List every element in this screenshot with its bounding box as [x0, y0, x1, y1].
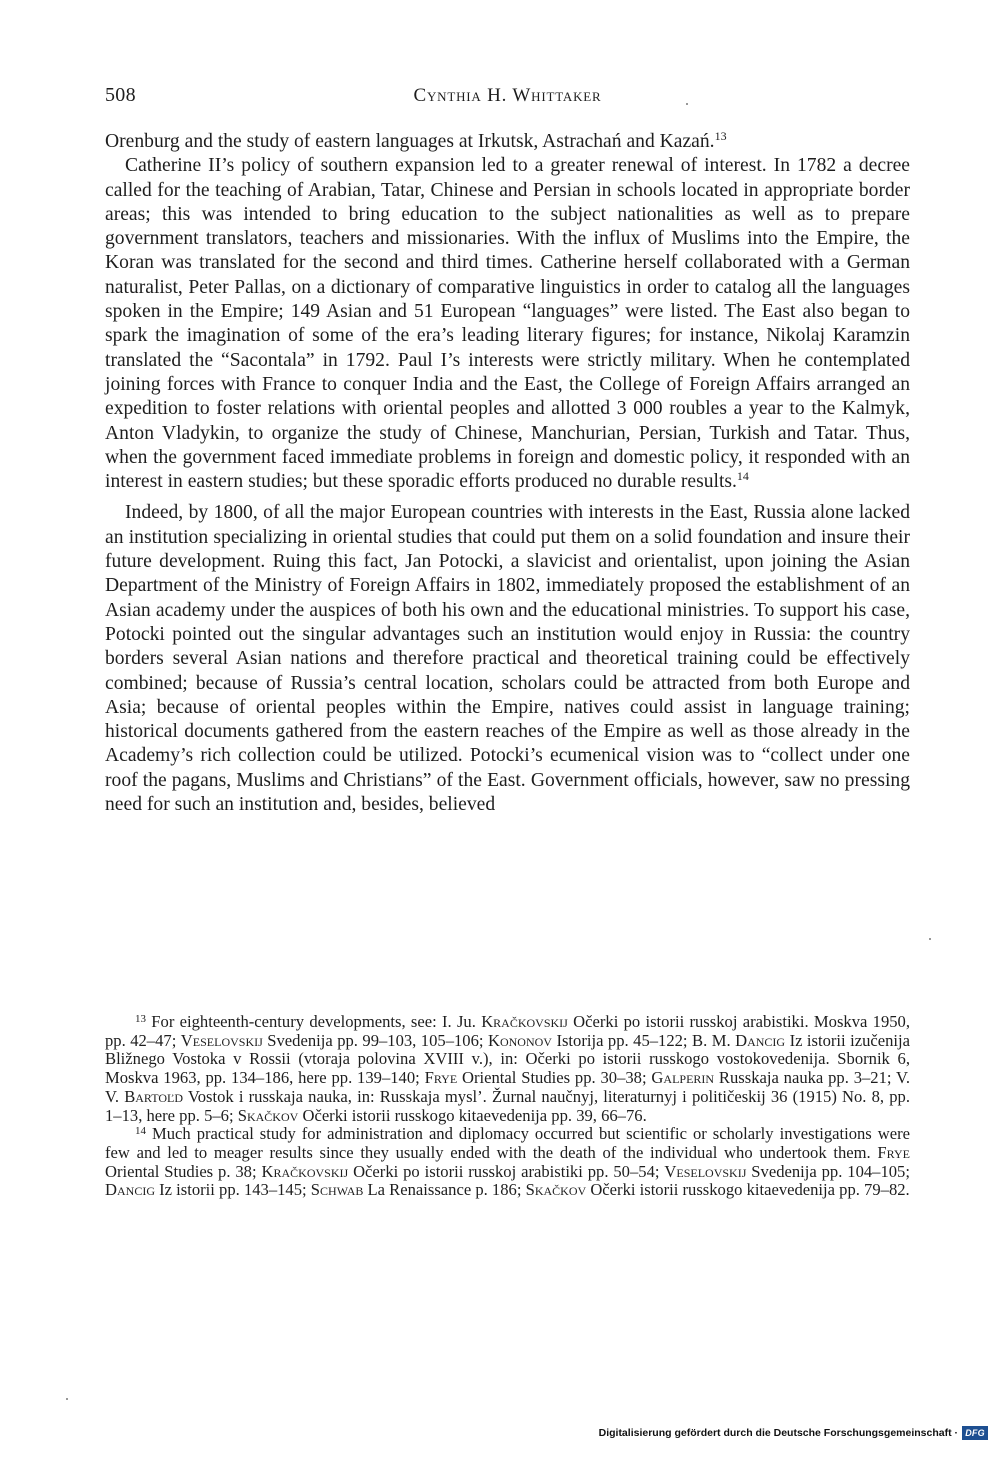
- footnote-text: Očerki po istorii russkoj arabistiki. Moskva 1950, pp. 42–47;: [105, 1012, 910, 1050]
- footnote-text: Svedenija pp. 104–105;: [751, 1161, 910, 1181]
- footnote-text: Istorija pp. 45–122; B. M.: [556, 1030, 731, 1050]
- footnote-text: Russkaja nauka pp. 3–21; V. V.: [105, 1068, 911, 1106]
- footnote-text: Očerki po istorii russkoj arabistiki pp. 50–54;: [353, 1161, 660, 1181]
- paragraph-3-text: Indeed, by 1800, of all the major European countries with interests in the East, Russia alone lacked an institution specializing in oriental studies that could put them on a solid foundation and insure their future development. Ruing this fact, Jan Potocki, a slavicist and orientalist, upon joining the Asian Department of the Ministry of Foreign Affairs in 1802, immediately proposed the establishment of an Asian academy under the auspices of both his own and the educational ministries. To support his case, Potocki pointed out the singular advantages such an institution would enjoy in Russia: the country borders several Asian nations and therefore practical and theoretical training could be effectively combined; because of Russia’s central location, scholars could be attracted from both Europe and Asia; because of oriental peoples within the Empire, natives could assist in language training; historical documents gathered from the eastern reaches of the Empire as well as those already in the Academy’s rich collection could be utilized. Potocki’s ecumenical vision was to “collect under one roof the pagans, Muslims and Christians” of the East. Government officials, however, saw no pressing need for such an institution and, besides, believed: [105, 502, 910, 816]
- footnote-author: Dancig: [735, 1030, 786, 1050]
- footnote-13-number: 13: [135, 1013, 146, 1025]
- paragraph-1-text: Orenburg and the study of eastern languages at Irkutsk, Astrachań and Kazań.: [105, 131, 715, 152]
- footnote-text: Svedenija pp. 99–103, 105–106;: [267, 1030, 484, 1050]
- paragraph-1: [105, 130, 910, 154]
- digitization-credit: [599, 1425, 988, 1441]
- footnote-ref-14[interactable]: 14: [736, 469, 749, 484]
- footnote-text: Očerki istorii russkogo kitaevedenija pp. 39, 66–76.: [302, 1105, 647, 1125]
- footnote-13: [105, 1013, 910, 1125]
- footnote-text: Vostok i russkaja nauka, in: Russkaja mysl’. Žurnal naučnyj, literaturnyj i političeskij 36 (1915) No. 8, pp. 1–13, here pp. 5–6;: [105, 1086, 910, 1125]
- footnote-author: Dancig: [105, 1180, 155, 1200]
- footnote-author: Veselovskij: [180, 1030, 263, 1050]
- page-number: 508: [105, 84, 136, 106]
- footnote-ref-13[interactable]: 13: [714, 129, 727, 143]
- running-head: [105, 84, 910, 114]
- footnote-author: Schwab: [310, 1180, 364, 1200]
- footnote-author: Frye: [877, 1142, 910, 1162]
- paragraph-2-text-a: Catherine II’s policy of southern expansion led to a greater renewal of interest. In 1782 a decree called for the teaching of Arabian, Tatar, Chinese and Persian in schools located in appropriate border areas; this was intended to bring education to the subject nationalities as well as to prepare government translators, teachers and missionaries. With the influx of Muslims into the Empire, the Koran was translated for the second and third times. Catherine herself collaborated with a German naturalist, Peter Pallas, on a dictionary of comparative linguistics in order to catalog all the languages spoken in the Empire; 149 Asian and 51 European “languages” were listed. The East also began to spark the imagination of some of the era’s leading literary figures; for instance, Nikolaj Karamzin translated the “Sacontala” in 1792.: [105, 155, 910, 371]
- footnote-text: For eighteenth-century developments, see: I. Ju.: [151, 1012, 476, 1031]
- footnote-author: Skačkov: [237, 1105, 299, 1125]
- digitization-credit-text: Digitalisierung gefördert durch die Deutsche Forschungsgemeinschaft ·: [598, 1427, 958, 1439]
- footnote-text: Oriental Studies pp. 30–38;: [462, 1068, 647, 1088]
- footnote-text: Much practical study for administration and diplomacy occurred but scientific or scholarly investigations were few and led to meager results since they usually ended with the death of the individual who undertook them.: [105, 1124, 910, 1162]
- paragraph-2: [105, 154, 910, 494]
- footnotes: [105, 1013, 910, 1200]
- footnote-author: Frye: [424, 1068, 458, 1088]
- body-text: [105, 130, 910, 817]
- footnote-author: Veselovskij: [664, 1161, 747, 1181]
- footnote-text: Očerki istorii russkogo kitaevedenija pp. 79–82.: [590, 1180, 910, 1200]
- dfg-logo: DFG: [962, 1426, 988, 1440]
- footnote-text: Iz istorii pp. 143–145;: [159, 1180, 307, 1200]
- footnote-author: Kračkovskij: [261, 1161, 349, 1181]
- footnote-text: La Renaissance p. 186;: [367, 1180, 522, 1200]
- scan-speck: [929, 938, 931, 940]
- footnote-author: Skačkov: [525, 1180, 587, 1200]
- footnote-14: [105, 1125, 910, 1200]
- footnote-author: Bartoľd: [124, 1086, 183, 1106]
- footnote-text: Iz istorii izučenija Bližnego Vostoka v Rossii (vtoraja polovina XVIII v.), in: Očerki po istorii russkogo vostokovedenija. Sbornik 6, Moskva 1963, pp. 134–186, here pp. 139–140;: [105, 1030, 911, 1088]
- footnote-author: Galperin: [651, 1068, 715, 1088]
- footnote-author: Kračkovskij: [481, 1012, 568, 1031]
- scan-speck: [66, 1398, 68, 1400]
- running-title: Cynthia H. Whittaker: [413, 85, 602, 106]
- footnote-author: Kononov: [487, 1030, 552, 1050]
- footnote-14-number: 14: [135, 1125, 146, 1138]
- paragraph-2-text-b: Paul I’s interests were strictly military. When he contemplated joining forces with France to conquer India and the East, the College of Foreign Affairs arranged an expedition to foster relations with oriental peoples and allotted 3 000 roubles a year to the Kalmyk, Anton Vladykin, to organize the study of Chinese, Manchurian, Persian, Turkish and Tatar. Thus, when the government faced immediate problems in foreign and domestic policy, it responded with an interest in eastern studies; but these sporadic efforts produced no durable results.: [105, 349, 910, 493]
- scan-speck: [686, 103, 688, 105]
- paragraph-3: [105, 501, 910, 817]
- footnote-text: Oriental Studies p. 38;: [105, 1161, 257, 1181]
